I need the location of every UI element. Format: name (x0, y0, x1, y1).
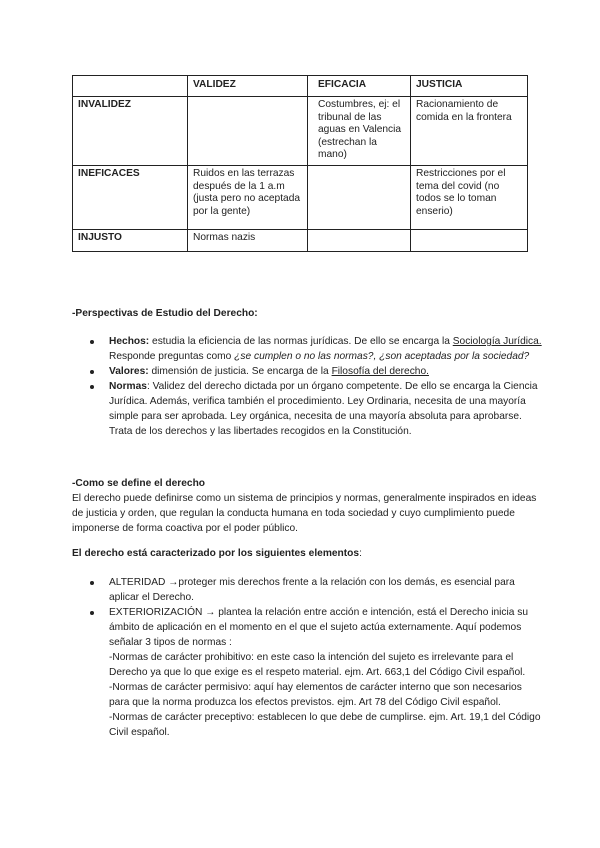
header-eficacia: EFICACIA (308, 76, 411, 97)
list-item-normas (72, 379, 542, 439)
valores-text: dimensión de justicia. Se encarga de la (148, 366, 332, 377)
valores-term: Valores: (109, 366, 149, 377)
normas-prohibitivo: -Normas de carácter prohibitivo: en este caso la intención del sujeto es irrelevante para el Derecho ya que lo que exige es el respeto material. ejm. Art. 663,1 del Código Civil español. (109, 652, 526, 678)
hechos-questions: ¿se cumplen o no las normas?, ¿son aceptadas por la sociedad? (234, 351, 530, 362)
list-item-valores (72, 364, 542, 379)
cell-invalidez-validez (188, 97, 308, 166)
cell-invalidez-justicia: Racionamiento de comida en la frontera (411, 97, 528, 166)
normas-text: : Validez del derecho dictada por un órgano competente. De ello se encarga la Ciencia Jurídica. Además, verifica también el procedimiento. Ley Ordinaria, necesita de una mayoría simple para ser aprobada. Ley orgánica, necesita de una mayoría absoluta para aprobarse. Trata de los derechos y las libertades recogidos en la Constitución. (109, 381, 538, 437)
cell-ineficaces-eficacia (308, 166, 411, 230)
header-empty-cell (73, 76, 188, 97)
sociologia-juridica-link[interactable]: Sociología Jurídica. (452, 336, 542, 347)
list-item-alteridad: ALTERIDAD →proteger mis derechos frente a la relación con los demás, es esencial para aplicar el Derecho. (72, 575, 542, 605)
cell-invalidez-eficacia: Costumbres, ej: el tribunal de las aguas en Valencia (estrechan la mano) (308, 97, 411, 166)
elementos-section (72, 546, 542, 740)
perspectivas-section (72, 306, 542, 439)
table-header-row (73, 76, 528, 97)
list-item-exteriorizacion: EXTERIORIZACIÓN → plantea la relación entre acción e intención, está el Derecho inicia su ámbito de aplicación en el momento en el que el sujeto actúa externamente. Aquí podemos señalar 3 tipos de normas : (72, 605, 542, 650)
table-row (73, 97, 528, 166)
row-label-invalidez: INVALIDEZ (73, 97, 188, 166)
normas-term: Normas (109, 381, 147, 392)
normas-preceptivo: -Normas de carácter preceptivo: establecen lo que debe de cumplirse. ejm. Art. 19,1 del Código Civil español. (109, 712, 541, 738)
hechos-text: estudia la eficiencia de las normas jurídicas. De ello se encarga la (149, 336, 453, 347)
cell-ineficaces-validez: Ruidos en las terrazas después de la 1 a.m (justa pero no aceptada por la gente) (188, 166, 308, 230)
cell-injusto-justicia (411, 230, 528, 252)
cell-injusto-validez: Normas nazis (188, 230, 308, 252)
cell-injusto-eficacia (308, 230, 411, 252)
perspectivas-list (72, 334, 542, 439)
perspectivas-heading: -Perspectivas de Estudio del Derecho: (72, 308, 258, 319)
elementos-list (72, 575, 542, 650)
define-section (72, 476, 542, 536)
define-heading: -Como se define el derecho (72, 478, 206, 489)
row-label-ineficaces: INEFICACES (73, 166, 188, 230)
elementos-colon: : (359, 548, 362, 559)
normas-permisivo: -Normas de carácter permisivo: aquí hay elementos de carácter interno que son necesarios para que la norma produzca los efectos previstos. ejm. Art 78 del Código Civil español. (109, 682, 522, 708)
cell-ineficaces-justicia: Restricciones por el tema del covid (no todos se lo toman enserio) (411, 166, 528, 230)
define-paragraph: El derecho puede definirse como un sistema de principios y normas, generalmente inspirados en ideas de justicia y orden, que regulan la conducta humana en toda sociedad y cuyo cumplimiento puede imponerse de forma coactiva por el poder público. (72, 493, 537, 534)
hechos-term: Hechos: (109, 336, 150, 347)
header-validez: VALIDEZ (188, 76, 308, 97)
list-item-hechos (72, 334, 542, 364)
elementos-heading-line (72, 546, 542, 561)
classification-table (72, 75, 528, 252)
table-row (73, 230, 528, 252)
table-row (73, 166, 528, 230)
header-justicia: JUSTICIA (411, 76, 528, 97)
filosofia-derecho-link[interactable]: Filosofía del derecho. (331, 366, 429, 377)
elementos-heading: El derecho está caracterizado por los siguientes elementos (72, 548, 360, 559)
hechos-text-2: Responde preguntas como (109, 351, 235, 362)
row-label-injusto: INJUSTO (73, 230, 188, 252)
